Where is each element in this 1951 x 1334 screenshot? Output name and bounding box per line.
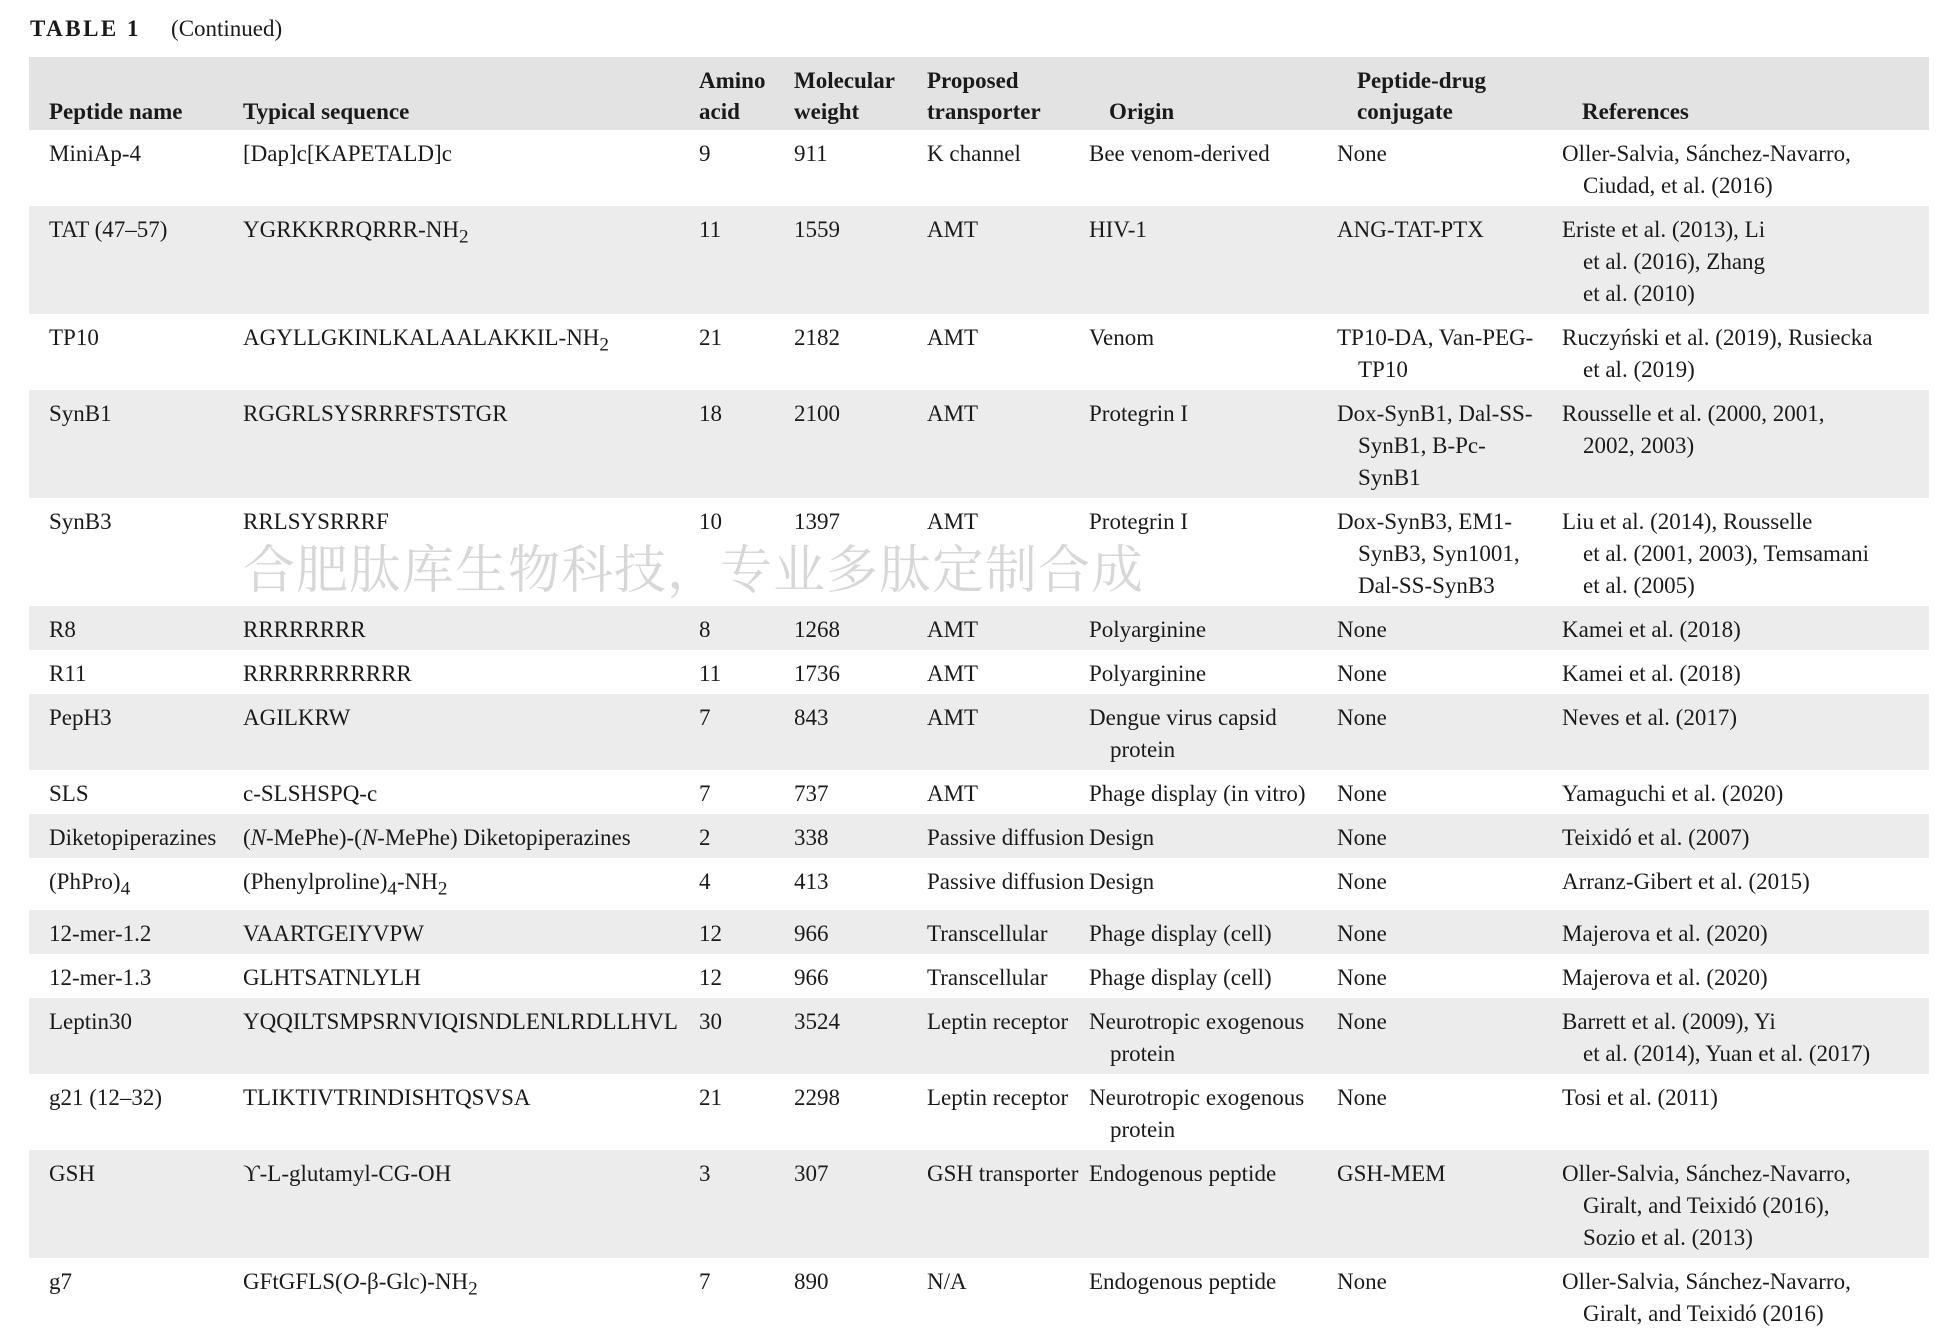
cell-sequence: ϒ-L-glutamyl-CG-OH: [243, 1160, 452, 1186]
cell-transporter: AMT: [927, 401, 979, 426]
cell-peptide-name: SynB1: [49, 401, 112, 426]
cell-references: Oller-Salvia, Sánchez-Navarro, Giralt, and Teixidó (2016): [1562, 1268, 1851, 1326]
cell-peptide-name: GSH: [49, 1160, 96, 1186]
table-row: [29, 1258, 1929, 1334]
cell-amino-acid: 3: [699, 1160, 711, 1186]
cell-sequence: GLHTSATNLYLH: [243, 964, 421, 990]
cell-molecular-weight: 1268: [794, 617, 840, 642]
table-caption: [30, 16, 282, 42]
cell-amino-acid: 2: [699, 825, 711, 850]
table-row: [29, 1074, 1929, 1150]
cell-sequence: AGILKRW: [243, 705, 351, 730]
cell-transporter: AMT: [927, 781, 979, 806]
header-peptide-name: Peptide name: [49, 99, 183, 124]
cell-amino-acid: 11: [699, 217, 722, 242]
table-row: [29, 650, 1929, 694]
cell-sequence: YQQILTSMPSRNVIQISNDLENLRDLLHVL: [243, 1008, 678, 1034]
cell-amino-acid: 12: [699, 964, 722, 990]
cell-references: Teixidó et al. (2007): [1562, 825, 1750, 850]
table-caption-text: (Continued): [171, 16, 283, 41]
cell-origin: Design: [1089, 869, 1155, 894]
cell-amino-acid: 8: [699, 617, 711, 642]
cell-conjugate: None: [1337, 1084, 1387, 1110]
cell-molecular-weight: 966: [794, 920, 829, 946]
cell-transporter: Leptin receptor: [927, 1084, 1069, 1110]
cell-molecular-weight: 2298: [794, 1084, 840, 1110]
cell-sequence: YGRKKRRQRRR-$NH_2$: [243, 217, 469, 248]
cell-references: Yamaguchi et al. (2020): [1562, 781, 1784, 806]
cell-origin: Neurotropic exogenous protein: [1089, 1008, 1305, 1066]
cell-peptide-name: g21 (12–32): [49, 1084, 163, 1110]
cell-molecular-weight: 737: [794, 781, 829, 806]
header-proposed-transporter: Proposed transporter: [927, 68, 1041, 124]
cell-molecular-weight: 338: [794, 825, 829, 850]
cell-transporter: Transcellular: [927, 920, 1048, 946]
cell-molecular-weight: 1559: [794, 217, 840, 242]
cell-amino-acid: 10: [699, 509, 722, 534]
cell-peptide-name: 12-mer-1.3: [49, 964, 152, 990]
table-row: [29, 314, 1929, 390]
cell-origin: Phage display (cell): [1089, 964, 1272, 990]
cell-amino-acid: 21: [699, 1084, 722, 1110]
peptide-table: [29, 57, 1929, 1334]
table-row: [29, 694, 1929, 770]
cell-references: Liu et al. (2014), Rousselle et al. (2001, 2003), Temsamani et al. (2005): [1562, 509, 1870, 598]
table-row: [29, 910, 1929, 954]
cell-references: Majerova et al. (2020): [1562, 920, 1768, 946]
cell-transporter: Transcellular: [927, 964, 1048, 990]
cell-peptide-name: 12-mer-1.2: [49, 920, 152, 946]
cell-references: Oller-Salvia, Sánchez-Navarro, Giralt, and Teixidó (2016), Sozio et al. (2013): [1562, 1160, 1851, 1250]
cell-origin: Dengue virus capsid protein: [1089, 705, 1277, 762]
cell-sequence: (N-MePhe)-(N-MePhe) Diketopiperazines: [243, 825, 631, 850]
cell-amino-acid: 11: [699, 661, 722, 686]
cell-sequence: $GFtGFLS(O-\beta-Glc)-NH_2$: [243, 1268, 478, 1300]
watermark-text: 合肥肽库生物科技，专业多肽定制合成: [243, 541, 1145, 601]
cell-transporter: Passive diffusion: [927, 869, 1085, 894]
cell-peptide-name: Diketopiperazines: [49, 825, 217, 850]
cell-conjugate: None: [1337, 1268, 1387, 1294]
header-amino-acid: Amino acid: [699, 68, 766, 124]
cell-molecular-weight: 1397: [794, 509, 840, 534]
cell-sequence: RGGRLSYSRRRFSTSTGR: [243, 401, 508, 426]
table-header-row: [29, 57, 1929, 130]
cell-origin: Neurotropic exogenous protein: [1089, 1084, 1305, 1142]
table-row: [29, 1150, 1929, 1258]
cell-origin: Design: [1089, 825, 1155, 850]
cell-amino-acid: 30: [699, 1008, 722, 1034]
cell-molecular-weight: 413: [794, 869, 829, 894]
table-row: [29, 998, 1929, 1074]
cell-origin: Polyarginine: [1089, 661, 1207, 686]
cell-conjugate: None: [1337, 141, 1387, 166]
cell-peptide-name: PepH3: [49, 705, 112, 730]
table-row: [29, 814, 1929, 858]
cell-references: Kamei et al. (2018): [1562, 617, 1741, 642]
cell-conjugate: None: [1337, 825, 1387, 850]
cell-sequence: [Dap]c[KAPETALD]c: [243, 141, 452, 166]
cell-conjugate: None: [1337, 781, 1387, 806]
cell-sequence: VAARTGEIYVPW: [243, 920, 424, 946]
cell-amino-acid: 18: [699, 401, 722, 426]
header-origin: Origin: [1109, 99, 1175, 124]
cell-peptide-name: R11: [49, 661, 87, 686]
cell-molecular-weight: 2100: [794, 401, 840, 426]
cell-sequence: RRLSYSRRRF: [243, 509, 389, 534]
cell-amino-acid: 21: [699, 325, 722, 350]
cell-transporter: AMT: [927, 705, 979, 730]
cell-molecular-weight: 1736: [794, 661, 840, 686]
cell-peptide-name: SLS: [49, 781, 89, 806]
cell-conjugate: TP10-DA, Van-PEG- TP10: [1337, 325, 1534, 382]
cell-transporter: Leptin receptor: [927, 1008, 1069, 1034]
cell-conjugate: Dox-SynB3, EM1- SynB3, Syn1001, Dal-SS-SynB3: [1337, 509, 1520, 598]
header-typical-sequence: Typical sequence: [243, 99, 410, 124]
cell-peptide-name: g7: [49, 1268, 72, 1294]
cell-references: Barrett et al. (2009), Yi et al. (2014), Yuan et al. (2017): [1562, 1008, 1871, 1066]
cell-transporter: GSH transporter: [927, 1160, 1079, 1186]
cell-conjugate: None: [1337, 617, 1387, 642]
table-row: [29, 858, 1929, 910]
cell-transporter: K channel: [927, 141, 1021, 166]
cell-references: Rousselle et al. (2000, 2001, 2002, 2003): [1562, 401, 1825, 458]
cell-conjugate: None: [1337, 869, 1387, 894]
cell-origin: Endogenous peptide: [1089, 1268, 1277, 1294]
cell-origin: Venom: [1089, 325, 1155, 350]
cell-transporter: AMT: [927, 325, 979, 350]
cell-references: Arranz-Gibert et al. (2015): [1562, 869, 1810, 894]
cell-amino-acid: 9: [699, 141, 711, 166]
cell-amino-acid: 4: [699, 869, 711, 894]
cell-amino-acid: 7: [699, 781, 711, 806]
cell-sequence: c-SLSHSPQ-c: [243, 781, 378, 806]
cell-origin: Protegrin I: [1089, 509, 1189, 534]
cell-sequence: TLIKTIVTRINDISHTQSVSA: [243, 1084, 531, 1110]
cell-origin: Endogenous peptide: [1089, 1160, 1277, 1186]
cell-transporter: AMT: [927, 617, 979, 642]
cell-peptide-name: SynB3: [49, 509, 112, 534]
table-row: [29, 606, 1929, 650]
table-row: [29, 206, 1929, 314]
cell-peptide-name: TAT (47–57): [49, 217, 168, 242]
cell-origin: Polyarginine: [1089, 617, 1207, 642]
cell-transporter: AMT: [927, 217, 979, 242]
cell-amino-acid: 7: [699, 1268, 711, 1294]
cell-origin: Bee venom-derived: [1089, 141, 1270, 166]
table-row: [29, 954, 1929, 998]
cell-transporter: Passive diffusion: [927, 825, 1085, 850]
cell-amino-acid: 7: [699, 705, 711, 730]
cell-sequence: AGYLLGKINLKALAALAKKIL-$NH_2$: [243, 325, 609, 356]
cell-peptide-name: $(PhPro)_4$: [49, 869, 131, 900]
cell-conjugate: Dox-SynB1, Dal-SS- SynB1, B-Pc- SynB1: [1337, 401, 1533, 490]
cell-references: Kamei et al. (2018): [1562, 661, 1741, 686]
cell-molecular-weight: 911: [794, 141, 828, 166]
cell-molecular-weight: 3524: [794, 1008, 840, 1034]
cell-origin: Protegrin I: [1089, 401, 1189, 426]
cell-conjugate: None: [1337, 661, 1387, 686]
cell-peptide-name: MiniAp-4: [49, 141, 141, 166]
table-label: TABLE 1: [30, 16, 142, 41]
table-row: [29, 390, 1929, 498]
cell-amino-acid: 12: [699, 920, 722, 946]
cell-conjugate: None: [1337, 920, 1387, 946]
cell-molecular-weight: 843: [794, 705, 829, 730]
cell-conjugate: None: [1337, 1008, 1387, 1034]
cell-molecular-weight: 966: [794, 964, 829, 990]
cell-references: Neves et al. (2017): [1562, 705, 1737, 730]
cell-molecular-weight: 2182: [794, 325, 840, 350]
cell-transporter: N/A: [927, 1268, 967, 1294]
cell-conjugate: ANG-TAT-PTX: [1337, 217, 1484, 242]
cell-peptide-name: R8: [49, 617, 76, 642]
cell-transporter: AMT: [927, 661, 979, 686]
cell-origin: Phage display (cell): [1089, 920, 1272, 946]
cell-sequence: RRRRRRRRRRR: [243, 661, 412, 686]
cell-sequence: RRRRRRRR: [243, 617, 366, 642]
cell-peptide-name: Leptin30: [49, 1008, 133, 1034]
cell-origin: HIV-1: [1089, 217, 1147, 242]
cell-peptide-name: TP10: [49, 325, 99, 350]
header-peptide-drug-conjugate: Peptide-drug conjugate: [1357, 68, 1487, 124]
cell-transporter: AMT: [927, 509, 979, 534]
table-row: [29, 498, 1929, 606]
cell-references: Tosi et al. (2011): [1562, 1084, 1718, 1110]
table-row: [29, 770, 1929, 814]
cell-conjugate: GSH-MEM: [1337, 1160, 1446, 1186]
cell-references: Majerova et al. (2020): [1562, 964, 1768, 990]
cell-sequence: $(Phenylproline)_4-NH_2$: [243, 869, 448, 900]
cell-references: Ruczyński et al. (2019), Rusiecka et al. (2019): [1562, 325, 1873, 382]
table-row: [29, 130, 1929, 206]
cell-conjugate: None: [1337, 964, 1387, 990]
cell-references: Oller-Salvia, Sánchez-Navarro, Ciudad, et al. (2016): [1562, 141, 1851, 198]
header-references: References: [1582, 99, 1689, 124]
cell-references: Eriste et al. (2013), Li et al. (2016), Zhang et al. (2010): [1562, 217, 1766, 306]
cell-molecular-weight: 307: [794, 1160, 829, 1186]
cell-molecular-weight: 890: [794, 1268, 829, 1294]
header-molecular-weight: Molecular weight: [794, 68, 895, 124]
cell-origin: Phage display (in vitro): [1089, 781, 1306, 806]
cell-conjugate: None: [1337, 705, 1387, 730]
